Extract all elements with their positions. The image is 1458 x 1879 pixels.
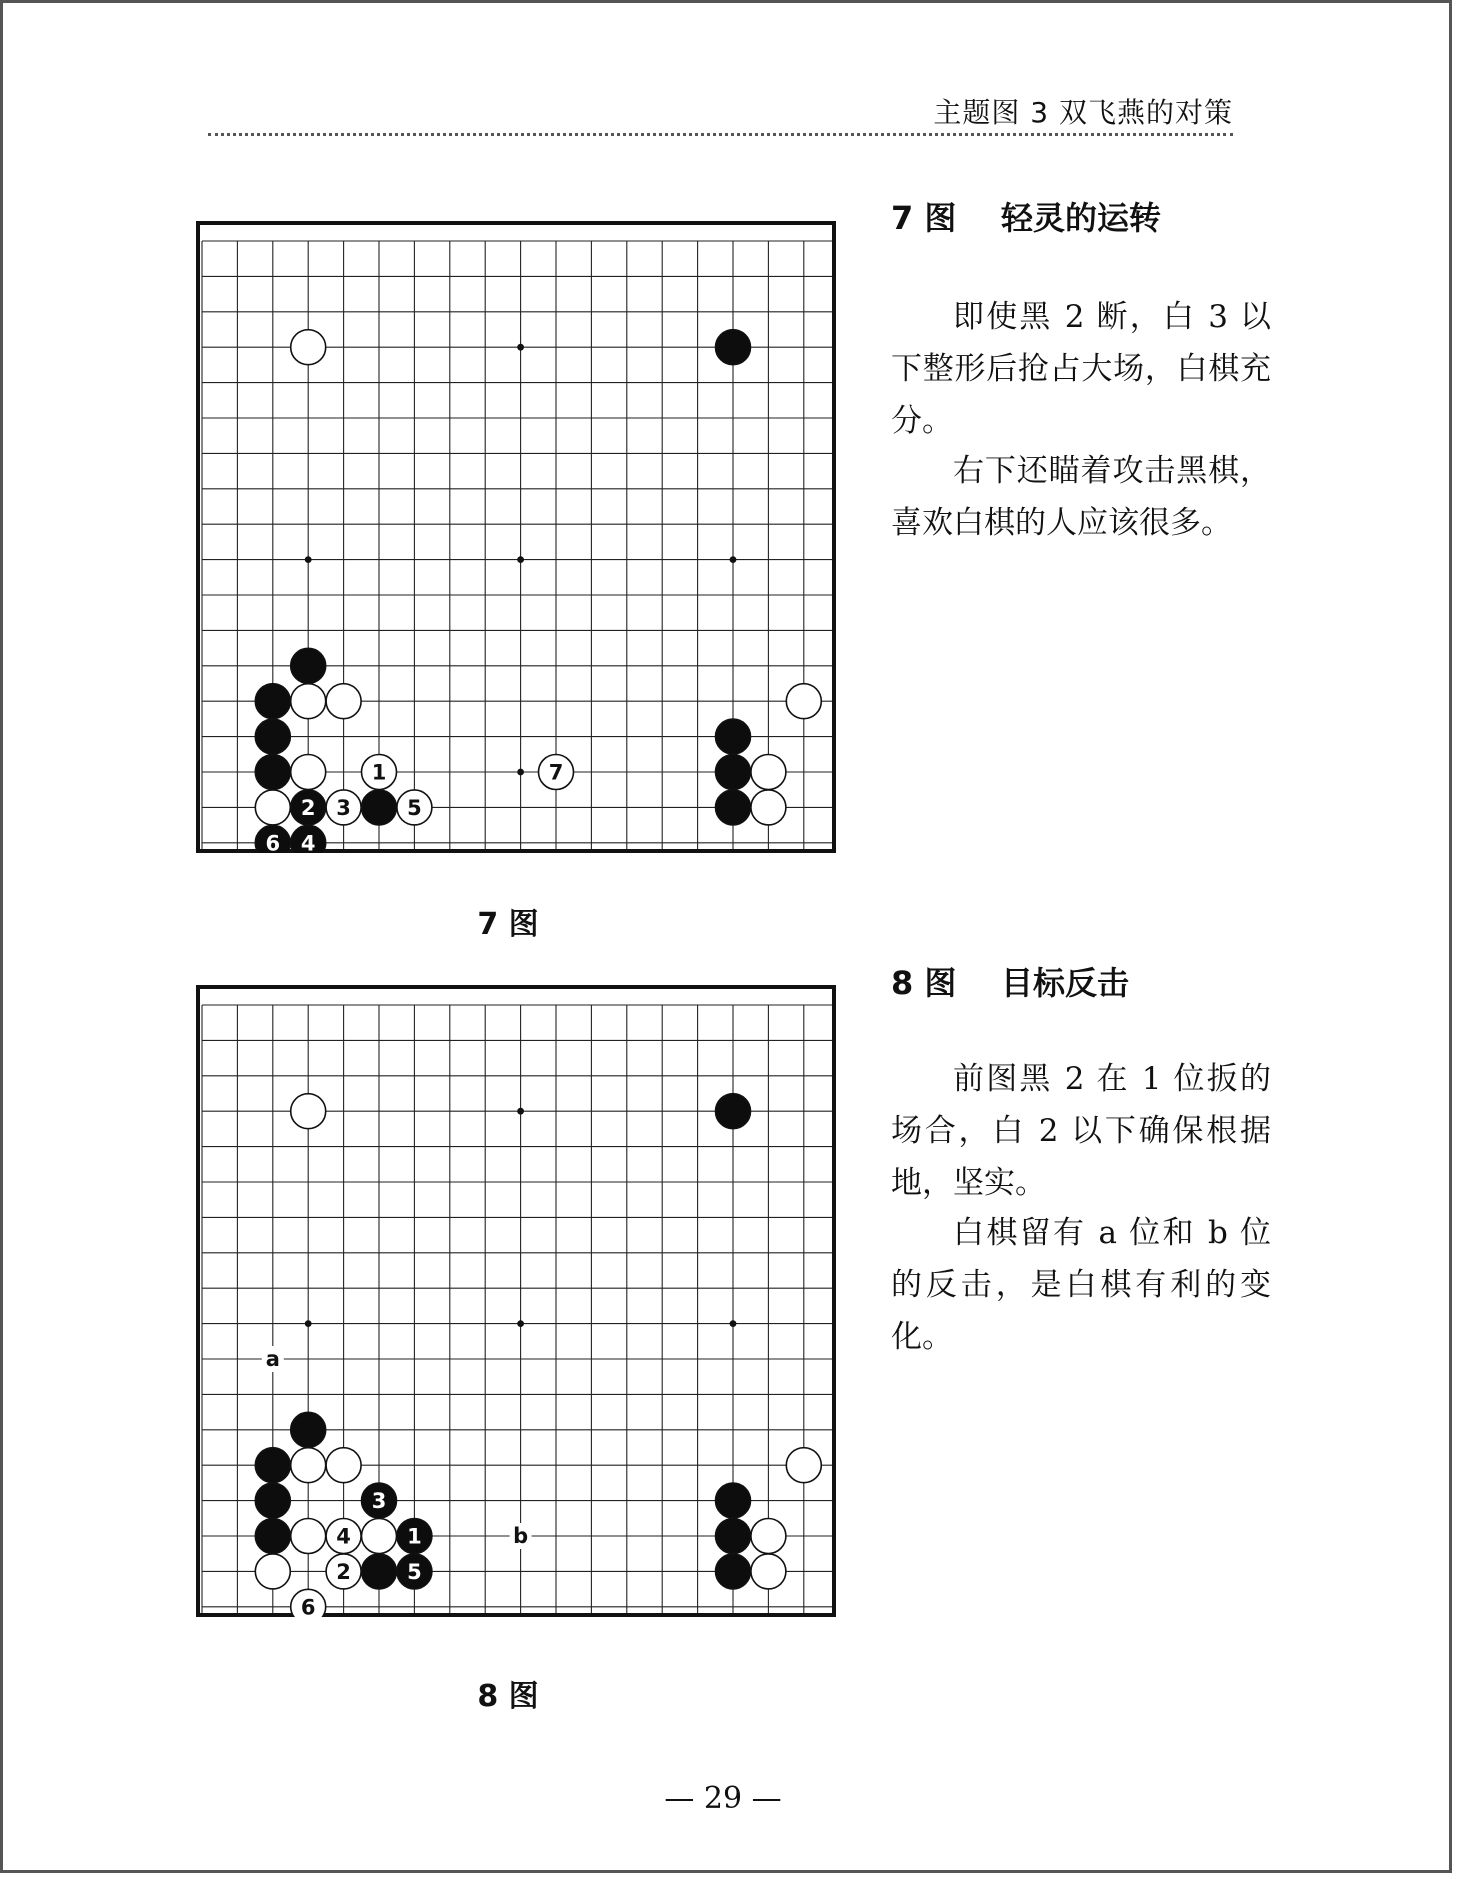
white-stone-1 bbox=[362, 755, 397, 790]
black-stone bbox=[255, 719, 290, 754]
diagram-caption: 8 图 bbox=[477, 1679, 539, 1714]
black-stone-5 bbox=[397, 1554, 432, 1589]
white-stone bbox=[291, 755, 326, 790]
svg-text:4: 4 bbox=[300, 831, 316, 853]
white-stone bbox=[291, 684, 326, 719]
white-stone bbox=[786, 1448, 821, 1483]
black-stone bbox=[362, 790, 397, 825]
section-title: 7 图 轻灵的运转 bbox=[891, 199, 1161, 237]
header-dotted-rule bbox=[208, 133, 1233, 136]
board-svg bbox=[196, 985, 836, 1617]
star-point bbox=[517, 344, 524, 351]
black-stone bbox=[716, 1554, 751, 1589]
paragraph: 右下还瞄着攻击黑棋，喜欢白棋的人应该很多。 bbox=[891, 453, 1271, 541]
white-stone bbox=[751, 755, 786, 790]
white-stone bbox=[291, 1448, 326, 1483]
running-header: 主题图 3 双飞燕的对策 bbox=[933, 96, 1233, 129]
white-stone bbox=[326, 1448, 361, 1483]
svg-text:5: 5 bbox=[407, 795, 422, 820]
svg-text:1: 1 bbox=[407, 1524, 422, 1549]
black-stone bbox=[716, 1483, 751, 1518]
star-point bbox=[517, 556, 524, 563]
black-stone bbox=[716, 330, 751, 365]
white-stone-6 bbox=[291, 1589, 326, 1617]
black-stone bbox=[362, 1554, 397, 1589]
black-stone-4 bbox=[291, 825, 326, 853]
svg-text:a: a bbox=[265, 1347, 280, 1371]
svg-text:7: 7 bbox=[548, 760, 564, 785]
page-number: — 29 — bbox=[664, 1781, 782, 1816]
board-mark-a bbox=[262, 1346, 284, 1372]
white-stone-7 bbox=[539, 755, 574, 790]
white-stone-3 bbox=[326, 790, 361, 825]
black-stone bbox=[291, 648, 326, 683]
black-stone bbox=[255, 684, 290, 719]
black-stone-6 bbox=[255, 825, 290, 853]
svg-text:b: b bbox=[513, 1524, 529, 1548]
black-stone-2 bbox=[291, 790, 326, 825]
svg-text:1: 1 bbox=[371, 760, 387, 785]
svg-text:4: 4 bbox=[336, 1524, 351, 1549]
star-point bbox=[730, 1320, 737, 1327]
paragraph: 即使黑 2 断，白 3 以下整形后抢占大场，白棋充分。 bbox=[891, 299, 1271, 439]
black-stone bbox=[291, 1412, 326, 1447]
black-stone bbox=[716, 1094, 751, 1129]
star-point bbox=[517, 769, 524, 776]
svg-text:3: 3 bbox=[336, 795, 351, 820]
svg-text:3: 3 bbox=[371, 1489, 387, 1514]
board-mark-b bbox=[510, 1523, 532, 1549]
star-point bbox=[517, 1320, 524, 1327]
black-stone bbox=[716, 755, 751, 790]
svg-text:6: 6 bbox=[265, 831, 281, 853]
star-point bbox=[305, 1320, 312, 1327]
star-point bbox=[305, 556, 312, 563]
star-point bbox=[730, 556, 737, 563]
go-board-diagram-8 bbox=[196, 985, 836, 1617]
white-stone-5 bbox=[397, 790, 432, 825]
white-stone bbox=[751, 1519, 786, 1554]
svg-text:2: 2 bbox=[300, 795, 316, 820]
black-stone bbox=[255, 1483, 290, 1518]
white-stone-2 bbox=[326, 1554, 361, 1589]
black-stone-1 bbox=[397, 1519, 432, 1554]
white-stone bbox=[291, 1519, 326, 1554]
black-stone bbox=[255, 755, 290, 790]
diagram-caption: 7 图 bbox=[477, 907, 539, 942]
white-stone-4 bbox=[326, 1519, 361, 1554]
svg-text:6: 6 bbox=[300, 1595, 316, 1617]
section-title: 8 图 目标反击 bbox=[891, 964, 1129, 1002]
white-stone bbox=[255, 790, 290, 825]
white-stone bbox=[751, 1554, 786, 1589]
black-stone bbox=[716, 790, 751, 825]
white-stone bbox=[786, 684, 821, 719]
white-stone bbox=[255, 1554, 290, 1589]
black-stone bbox=[716, 719, 751, 754]
black-stone bbox=[255, 1448, 290, 1483]
go-board-diagram-7 bbox=[196, 221, 836, 853]
black-stone bbox=[716, 1519, 751, 1554]
black-stone-3 bbox=[362, 1483, 397, 1518]
paragraph: 白棋留有 a 位和 b 位的反击，是白棋有利的变化。 bbox=[891, 1215, 1271, 1355]
paragraph: 前图黑 2 在 1 位扳的场合，白 2 以下确保根据地，坚实。 bbox=[891, 1061, 1271, 1201]
star-point bbox=[517, 1108, 524, 1115]
white-stone bbox=[291, 1094, 326, 1129]
white-stone bbox=[362, 1519, 397, 1554]
white-stone bbox=[751, 790, 786, 825]
white-stone bbox=[326, 684, 361, 719]
svg-text:2: 2 bbox=[336, 1559, 351, 1584]
white-stone bbox=[291, 330, 326, 365]
black-stone bbox=[255, 1519, 290, 1554]
board-svg bbox=[196, 221, 836, 853]
svg-text:5: 5 bbox=[407, 1559, 422, 1584]
